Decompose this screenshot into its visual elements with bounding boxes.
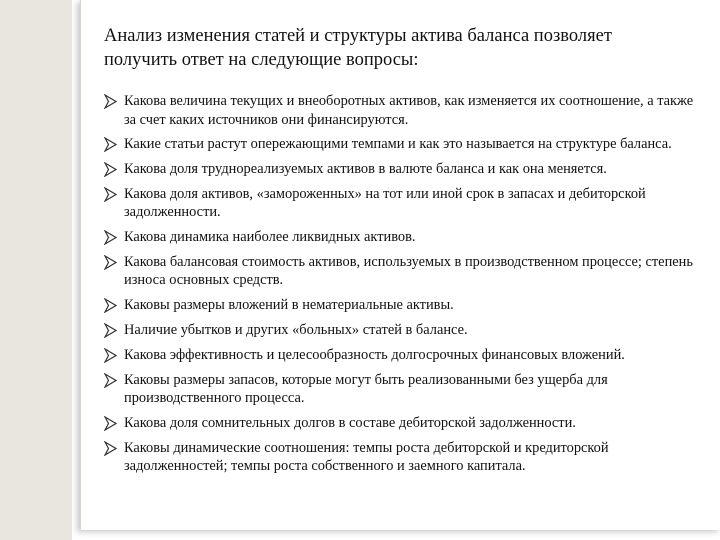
list-item bbox=[104, 371, 704, 408]
arrowhead-bullet-icon bbox=[104, 137, 117, 152]
list-item bbox=[104, 346, 704, 365]
list-item-text: Каковы размеры запасов, которые могут быть реализованными без ущерба для производственного процесса. bbox=[124, 371, 608, 407]
list-item-text: Какова балансовая стоимость активов, используемых в производственном процессе; степень износа основных средств. bbox=[124, 253, 693, 289]
question-list bbox=[104, 92, 704, 482]
arrowhead-bullet-icon bbox=[104, 187, 117, 202]
arrowhead-bullet-icon bbox=[104, 255, 117, 270]
list-item bbox=[104, 185, 704, 222]
list-item-text: Какова доля активов, «замороженных» на тот или иной срок в запасах и дебиторской задолженности. bbox=[124, 185, 646, 221]
list-item-text: Каковы динамические соотношения: темпы роста дебиторской и кредиторской задолженностей; темпы роста собственного и заемного капитала. bbox=[124, 439, 609, 475]
list-item bbox=[104, 296, 704, 315]
list-item-text: Какова величина текущих и внеоборотных активов, как изменяется их соотношение, а также за счет каких источников они финансируются. bbox=[124, 93, 694, 128]
list-item bbox=[104, 135, 704, 154]
list-item bbox=[104, 321, 704, 340]
list-item-text: Наличие убытков и других «больных» статей в балансе. bbox=[124, 322, 468, 339]
arrowhead-bullet-icon bbox=[104, 441, 117, 456]
list-item-text: Какова эффективность и целесообразность долгосрочных финансовых вложений. bbox=[124, 346, 625, 363]
list-item bbox=[104, 160, 704, 179]
arrowhead-bullet-icon bbox=[104, 416, 117, 431]
left-decorative-band bbox=[0, 0, 72, 540]
list-item bbox=[104, 414, 704, 433]
arrowhead-bullet-icon bbox=[104, 162, 117, 177]
list-item-text: Какова динамика наиболее ликвидных активов. bbox=[124, 229, 416, 246]
list-item bbox=[104, 439, 704, 476]
arrowhead-bullet-icon bbox=[104, 94, 117, 109]
arrowhead-bullet-icon bbox=[104, 230, 117, 245]
list-item bbox=[104, 92, 704, 129]
list-item bbox=[104, 228, 704, 247]
list-item-text: Каковы размеры вложений в нематериальные активы. bbox=[124, 297, 454, 314]
list-item-text: Какова доля труднореализуемых активов в валюте баланса и как она меняется. bbox=[124, 161, 607, 178]
list-item-text: Какова доля сомнительных долгов в составе дебиторской задолженности. bbox=[124, 414, 576, 431]
arrowhead-bullet-icon bbox=[104, 298, 117, 313]
arrowhead-bullet-icon bbox=[104, 348, 117, 363]
slide-title: Анализ изменения статей и структуры актива баланса позволяет получить ответ на следующие вопросы: bbox=[104, 26, 612, 70]
arrowhead-bullet-icon bbox=[104, 373, 117, 388]
list-item-text: Какие статьи растут опережающими темпами и как это называется на структуре баланса. bbox=[124, 136, 672, 153]
list-item bbox=[104, 253, 704, 290]
arrowhead-bullet-icon bbox=[104, 323, 117, 338]
